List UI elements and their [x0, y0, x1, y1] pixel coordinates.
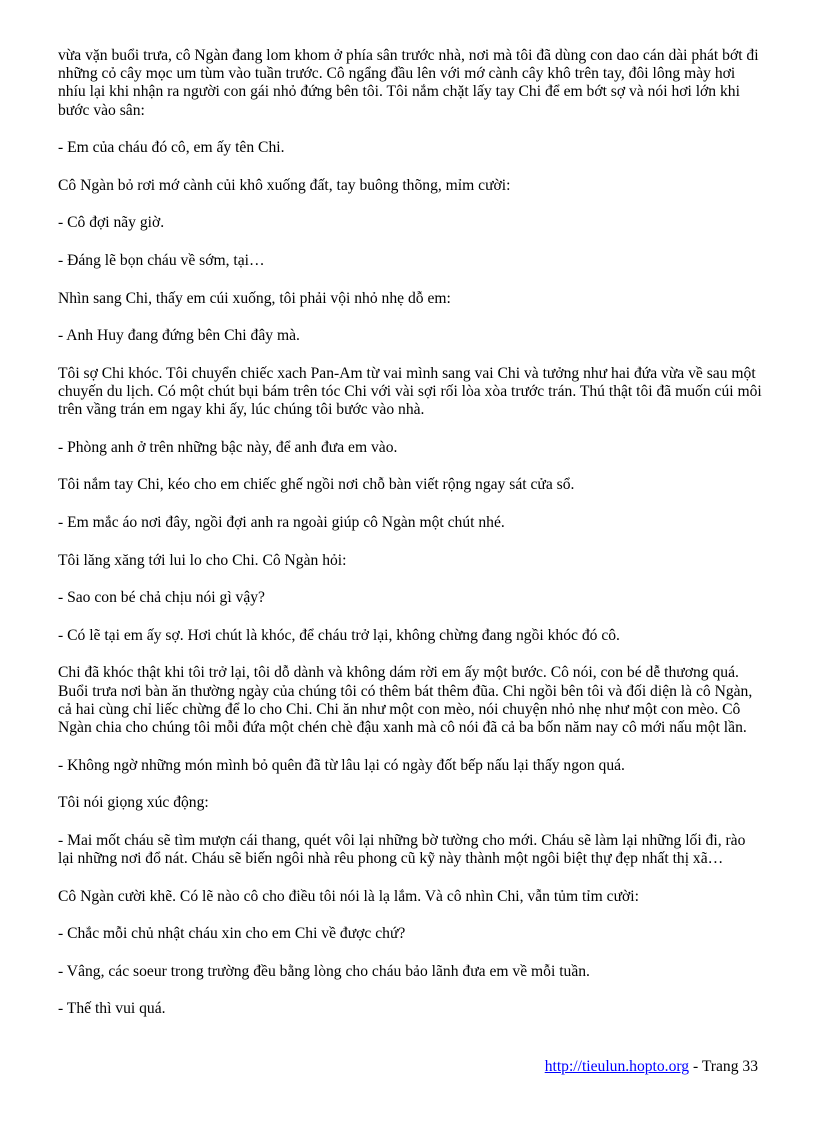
- paragraph: - Thế thì vui quá.: [58, 1000, 166, 1018]
- page-number: Trang 33: [701, 1058, 758, 1075]
- paragraph: Chi đã khóc thật khi tôi trở lại, tôi dỗ dành và không dám rời em ấy một bước. Cô nói, con bé dễ thương quá. Buổi trưa nơi bàn ăn thường ngày của chúng tôi có thêm bát thêm đũa. Chi ngồi bên tôi và đối diện là cô Ngàn, cả hai cùng chỉ liếc chừng để lo cho Chi. Chi ăn như một con mèo, nói chuyện nhỏ nhẹ như một con mèo. Cô Ngàn chia cho chúng tôi mỗi đứa một chén chè đậu xanh mà cô nói đã cả ba bốn năm nay cô mới nấu một lần.: [58, 664, 753, 736]
- paragraph: - Không ngờ những món mình bỏ quên đã từ lâu lại có ngày đốt bếp nấu lại thấy ngon quá.: [58, 756, 625, 774]
- paragraph: - Em mắc áo nơi đây, ngồi đợi anh ra ngoài giúp cô Ngàn một chút nhé.: [58, 513, 505, 531]
- paragraph: - Sao con bé chả chịu nói gì vậy?: [58, 589, 265, 607]
- paragraph: - Em của cháu đó cô, em ấy tên Chi.: [58, 139, 285, 157]
- paragraph: - Có lẽ tại em ấy sợ. Hơi chút là khóc, để cháu trở lại, không chừng đang ngồi khóc đó cô.: [58, 626, 620, 644]
- paragraph: - Vâng, các soeur trong trường đều bằng lòng cho cháu bảo lãnh đưa em về mỗi tuần.: [58, 962, 590, 980]
- website-link[interactable]: http://tieulun.hopto.org: [544, 1058, 690, 1075]
- paragraph: - Cô đợi nãy giờ.: [58, 214, 165, 232]
- footer-separator: -: [689, 1058, 702, 1075]
- paragraph: Cô Ngàn bỏ rơi mớ cành củi khô xuống đất, tay buông thõng, mỉm cười:: [58, 176, 511, 194]
- paragraph: Tôi nói giọng xúc động:: [58, 794, 209, 812]
- document-body: [58, 47, 762, 1038]
- paragraph: - Mai mốt cháu sẽ tìm mượn cái thang, quét vôi lại những bờ tường cho mới. Cháu sẽ làm lại những lối đi, rào lại những nơi đổ nát. Cháu sẽ biến ngôi nhà rêu phong cũ kỹ này thành một ngôi biệt thự đẹp nhất thị xã…: [58, 831, 746, 867]
- paragraph: - Đáng lẽ bọn cháu về sớm, tại…: [58, 251, 265, 269]
- paragraph: Tôi nắm tay Chi, kéo cho em chiếc ghế ngồi nơi chỗ bàn viết rộng ngay sát cửa sổ.: [58, 476, 575, 494]
- paragraph: Cô Ngàn cười khẽ. Có lẽ nào cô cho điều tôi nói là lạ lắm. Và cô nhìn Chi, vẫn tủm tỉm cười:: [58, 887, 639, 905]
- paragraph: - Chắc mỗi chủ nhật cháu xin cho em Chi về được chứ?: [58, 925, 406, 943]
- paragraph: Tôi sợ Chi khóc. Tôi chuyển chiếc xach Pan-Am từ vai mình sang vai Chi và tưởng như hai đứa vừa về sau một chuyến du lịch. Có một chút bụi bám trên tóc Chi với vài sợi rối lòa xòa trước trán. Thú thật tôi đã muốn cúi môi trên vầng trán em ngay khi ấy, lúc chúng tôi bước vào nhà.: [58, 364, 762, 419]
- paragraph: - Anh Huy đang đứng bên Chi đây mà.: [58, 327, 300, 345]
- paragraph: - Phòng anh ở trên những bậc này, để anh đưa em vào.: [58, 438, 398, 456]
- paragraph: Tôi lăng xăng tới lui lo cho Chi. Cô Ngàn hỏi:: [58, 551, 347, 569]
- page-footer: [545, 1058, 758, 1076]
- paragraph: vừa vặn buổi trưa, cô Ngàn đang lom khom ở phía sân trước nhà, nơi mà tôi đã dùng con dao cán dài phát bớt đi những cỏ cây mọc um tùm vào tuần trước. Cô ngẩng đầu lên với mớ cành cây khô trên tay, đôi lông mày hơi nhíu lại khi nhận ra người con gái nhỏ đứng bên tôi. Tôi nắm chặt lấy tay Chi để em bớt sợ và nói hơi lớn khi bước vào sân:: [58, 47, 759, 119]
- paragraph: Nhìn sang Chi, thấy em cúi xuống, tôi phải vội nhỏ nhẹ dỗ em:: [58, 289, 451, 307]
